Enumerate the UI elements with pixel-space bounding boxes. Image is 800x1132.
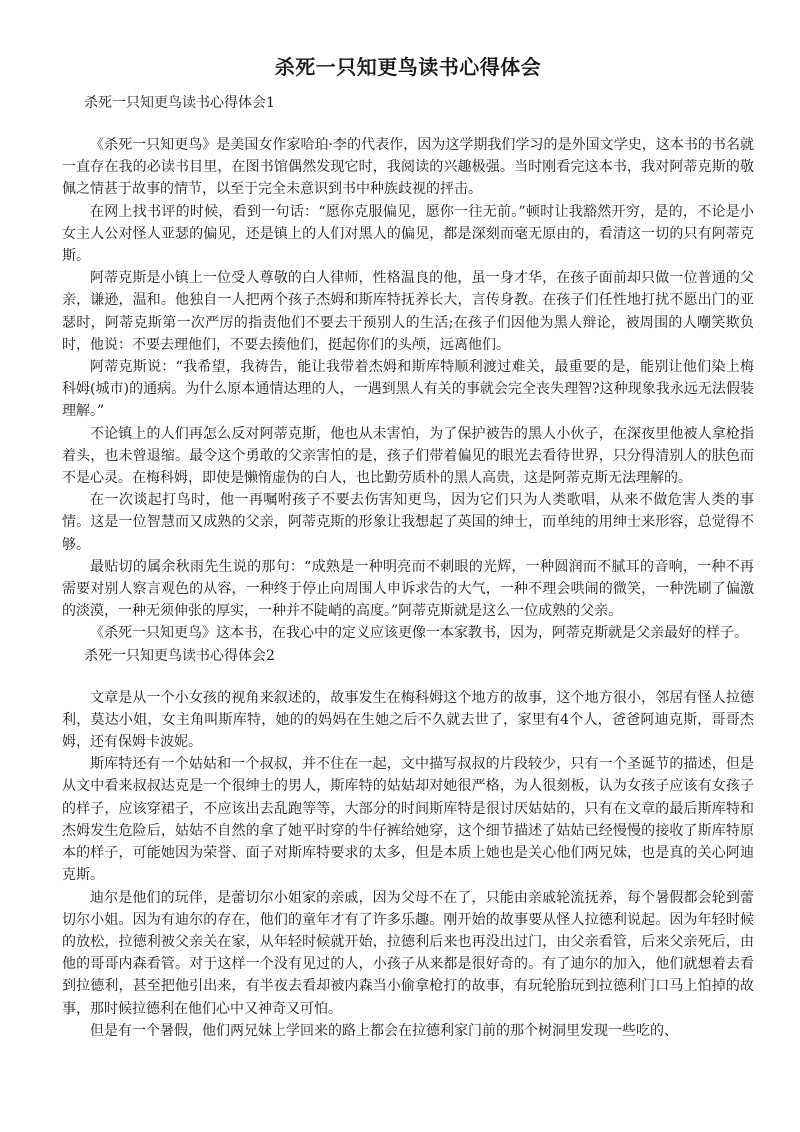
paragraph: 迪尔是他们的玩伴，是蕾切尔小姐家的亲戚，因为父母不在了，只能由亲戚轮流抚养，每个暑假都会轮到蕾切尔小姐。因为有迪尔的存在，他们的童年才有了许多乐趣。刚开始的故事要从怪人拉德利说起。因为年轻时候的放松，拉德利被父亲关在家，从年轻时候就开始，拉德利后来也再没出过门，由父亲看管，后来父亲死后，由他的哥哥内森看管。对于这样一个没有见过的人，小孩子从来都是很好奇的。有了迪尔的加入，他们就想着去看到拉德利，甚至把他引出来，有半夜去看却被内森当小偷拿枪打的故事，有玩轮胎玩到拉德利门口马上怕掉的故事，那时候拉德利在他们心中又神奇又可怕。 [62,889,754,1017]
paragraph: 在一次谈起打鸟时，他一再嘱咐孩子不要去伤害知更鸟，因为它们只为人类歌唱，从来不做危害人类的事情。这是一位智慧而又成熟的父亲，阿蒂克斯的形象让我想起了英国的绅士，而单纯的用绅士来形容，总觉得不够。 [62,492,754,553]
paragraph: 文章是从一个小女孩的视角来叙述的，故事发生在梅科姆这个地方的故事，这个地方很小，邻居有怪人拉德利，莫达小姐，女主角叫斯库特，她的的妈妈在生她之后不久就去世了，家里有4个人，爸爸阿迪克斯，哥哥杰姆，还有保姆卡波妮。 [62,689,754,751]
section-gap [62,667,754,687]
paragraph: 《杀死一只知更鸟》这本书，在我心中的定义应该更像一本家教书，因为，阿蒂克斯就是父亲最好的样子。 [90,625,748,642]
paragraph: 但是有一个暑假，他们两兄妹上学回来的路上都会在拉德利家门前的那个树洞里发现一些吃的、 [90,1022,678,1039]
section-gap [62,114,754,134]
section-1 [62,92,754,645]
paragraph: 不论镇上的人们再怎么反对阿蒂克斯，他也从未害怕，为了保护被告的黑人小伙子，在深夜里他被人拿枪指着头，也未曾退缩。最令这个勇敢的父亲害怕的是，孩子们带着偏见的眼光去看待世界，只分得清别人的肤色而不是心灵。在梅科姆，即使是懒惰虚伪的白人，也比勤劳质朴的黑人高贵，这是阿蒂克斯无法理解的。 [62,425,754,487]
section-2 [62,645,754,1042]
paragraph: 斯库特还有一个姑姑和一个叔叔，并不住在一起，文中描写叔叔的片段较少，只有一个圣诞节的描述，但是从文中看来叔叔达克是一个很绅士的男人，斯库特的姑姑却对她很严格，为人很刻板，认为女孩子应该有女孩子的样子，应该穿裙子，不应该出去乱跑等等，大部分的时间斯库特是很讨厌姑姑的，只有在文章的最后斯库特和杰姆发生危险后，姑姑不自然的拿了她平时穿的牛仔裤给她穿，这个细节描述了姑姑已经慢慢的接收了斯库特原本的样子，可能她因为荣誉、面子对斯库特要求的太多，但是本质上她也是关心他们两兄妹，也是真的关心阿迪克斯。 [62,756,754,884]
paragraph: 在网上找书评的时候，看到一句话：“愿你克服偏见，愿你一往无前。”顿时让我豁然开穷，是的，不论是小女主人公对怪人亚瑟的偏见，还是镇上的人们对黑人的偏见，都是深刻而毫无原由的，看清这一切的只有阿蒂克斯。 [62,203,754,265]
section-heading: 杀死一只知更鸟读书心得体会2 [84,647,275,664]
paragraph: 阿蒂克斯是小镇上一位受人尊敬的白人律师，性格温良的他，虽一身才华，在孩子面前却只做一位普通的父亲，谦逊，温和。他独自一人把两个孩子杰姆和斯库特抚养长大，言传身教。在孩子们任性地打扰不愿出门的亚瑟时，阿蒂克斯第一次严厉的指责他们不要去干预别人的生活;在孩子们因他为黑人辩论，被周围的人嘲笑欺负时，他说：不要去理他们，不要去揍他们，挺起你们的头颅，远离他们。 [62,270,754,353]
paragraph: 最贴切的属余秋雨先生说的那句：“成熟是一种明亮而不刺眼的光辉，一种圆润而不腻耳的音响，一种不再需要对别人察言观色的从容，一种终于停止向周围人申诉求告的大气，一种不理会哄闹的微笑，一种洗刷了偏激的淡漠，一种无须伸张的厚实，一种并不陡峭的高度。”阿蒂克斯就是这么一位成熟的父亲。 [62,558,754,620]
document-title: 杀死一只知更鸟读书心得体会 [274,55,542,79]
section-heading: 杀死一只知更鸟读书心得体会1 [84,95,275,111]
paragraph: 阿蒂克斯说：“我希望，我祷告，能让我带着杰姆和斯库特顺利渡过难关，最重要的是，能别让他们染上梅科姆(城市)的通病。为什么原本通情达理的人，一遇到黑人有关的事就会完全丧失理智?这种现象我永远无法假装理解。” [62,359,754,420]
paragraph: 《杀死一只知更鸟》是美国女作家哈珀·李的代表作，因为这学期我们学习的是外国文学史，这本书的书名就一直存在我的必读书目里，在图书馆偶然发现它时，我阅读的兴趣极强。当时刚看完这本书，我对阿蒂克斯的敬佩之情甚于故事的情节，以至于完全未意识到书中种族歧视的抨击。 [62,137,754,198]
